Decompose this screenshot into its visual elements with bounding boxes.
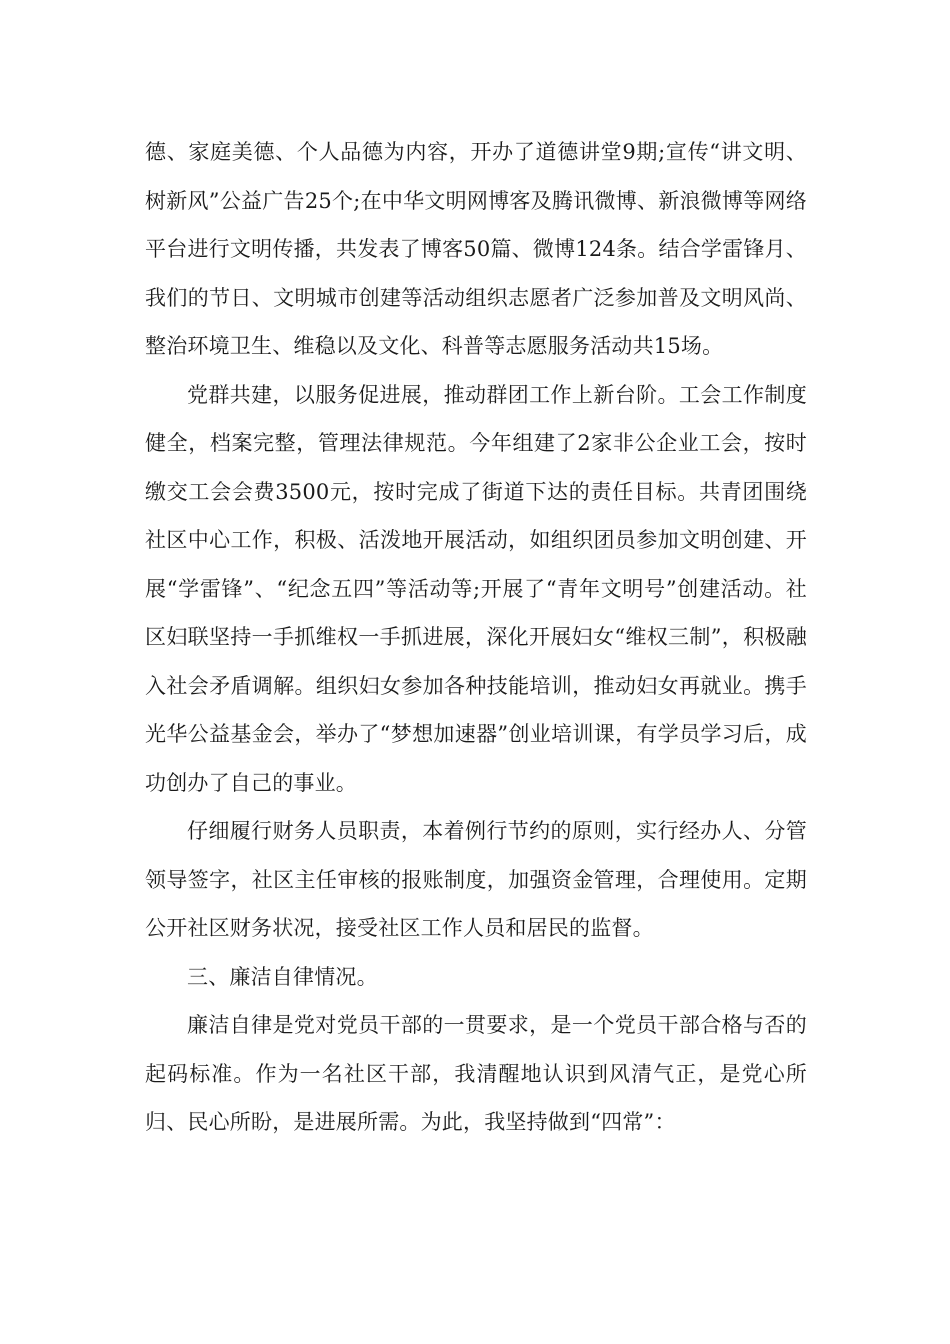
document-body bbox=[145, 128, 807, 1147]
paragraph-integrity: 廉洁自律是党对党员干部的一贯要求，是一个党员干部合格与否的起码标准。作为一名社区干部，我清醒地认识到风清气正，是党心所归、民心所盼，是进展所需。为此，我坚持做到“四常”： bbox=[145, 1013, 807, 1134]
paragraph-party-group: 党群共建，以服务促进展，推动群团工作上新台阶。工会工作制度健全，档案完整，管理法律规范。今年组建了2家非公企业工会，按时缴交工会会费3500元，按时完成了街道下达的责任目标。共青团围绕社区中心工作，积极、活泼地开展活动，如组织团员参加文明创建、开展“学雷锋”、“纪念五四”等活动等;开展了“青年文明号”创建活动。社区妇联坚持一手抓维权一手抓进展，深化开展妇女“维权三制”，积极融入社会矛盾调解。组织妇女参加各种技能培训，推动妇女再就业。携手光华公益基金会，举办了“梦想加速器”创业培训课，有学员学习后，成功创办了自己的事业。 bbox=[145, 382, 807, 795]
paragraph-finance: 仔细履行财务人员职责，本着例行节约的原则，实行经办人、分管领导签字，社区主任审核的报账制度，加强资金管理，合理使用。定期公开社区财务状况，接受社区工作人员和居民的监督。 bbox=[145, 819, 807, 940]
paragraph-continuation: 德、家庭美德、个人品德为内容，开办了道德讲堂9期;宣传“讲文明、树新风”公益广告25个;在中华文明网博客及腾讯微博、新浪微博等网络平台进行文明传播，共发表了博客50篇、微博124条。结合学雷锋月、我们的节日、文明城市创建等活动组织志愿者广泛参加普及文明风尚、整治环境卫生、维稳以及文化、科普等志愿服务活动共15场。 bbox=[145, 140, 807, 358]
section-heading-integrity: 三、廉洁自律情况。 bbox=[187, 964, 378, 989]
